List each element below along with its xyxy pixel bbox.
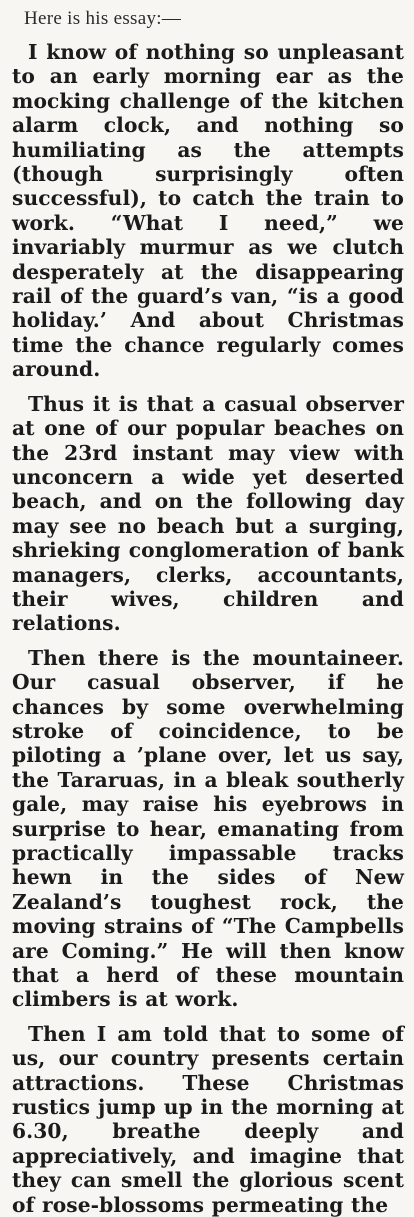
essay-paragraph: Then there is the mountaineer. Our casual observer, if he chances by some overwhelming stroke of coincidence, to be piloting a ’plane over, let us say, the Tararuas, in a bleak southerly gale, may raise his eyebrows in surprise to hear, emanating from practically impassable tracks hewn in the sides of New Zealand’s toughest rock, the moving strains of “The Campbells are Coming.” He will then know that a herd of these mountain climbers is at work. [12,645,404,1012]
essay-paragraph: I know of nothing so unpleasant to an early morning ear as the mocking challenge of the kitchen alarm clock, and nothing so humiliating as the attempts (though surprisingly often successful), to catch the train to work. “What I need,” we invariably murmur as we clutch desperately at the disappearing rail of the guard’s van, “is a good holiday.’ And about Christmas time the chance regularly comes around. [12,40,404,382]
essay-paragraph: Then I am told that to some of us, our country presents certain attractions. These Christmas rustics jump up in the morning at 6.30, breathe deeply and appreciatively, and imagine that they can smell the glorious scent of rose-blossoms permeating the [12,1021,404,1217]
essay-intro: Here is his essay:— [24,8,182,29]
essay-paragraph: Thus it is that a casual observer at one of our popular beaches on the 23rd instant may view with unconcern a wide yet deserted beach, and on the following day may see no beach but a surging, shrieking conglomeration of bank managers, clerks, accountants, their wives, children and relations. [12,391,404,636]
